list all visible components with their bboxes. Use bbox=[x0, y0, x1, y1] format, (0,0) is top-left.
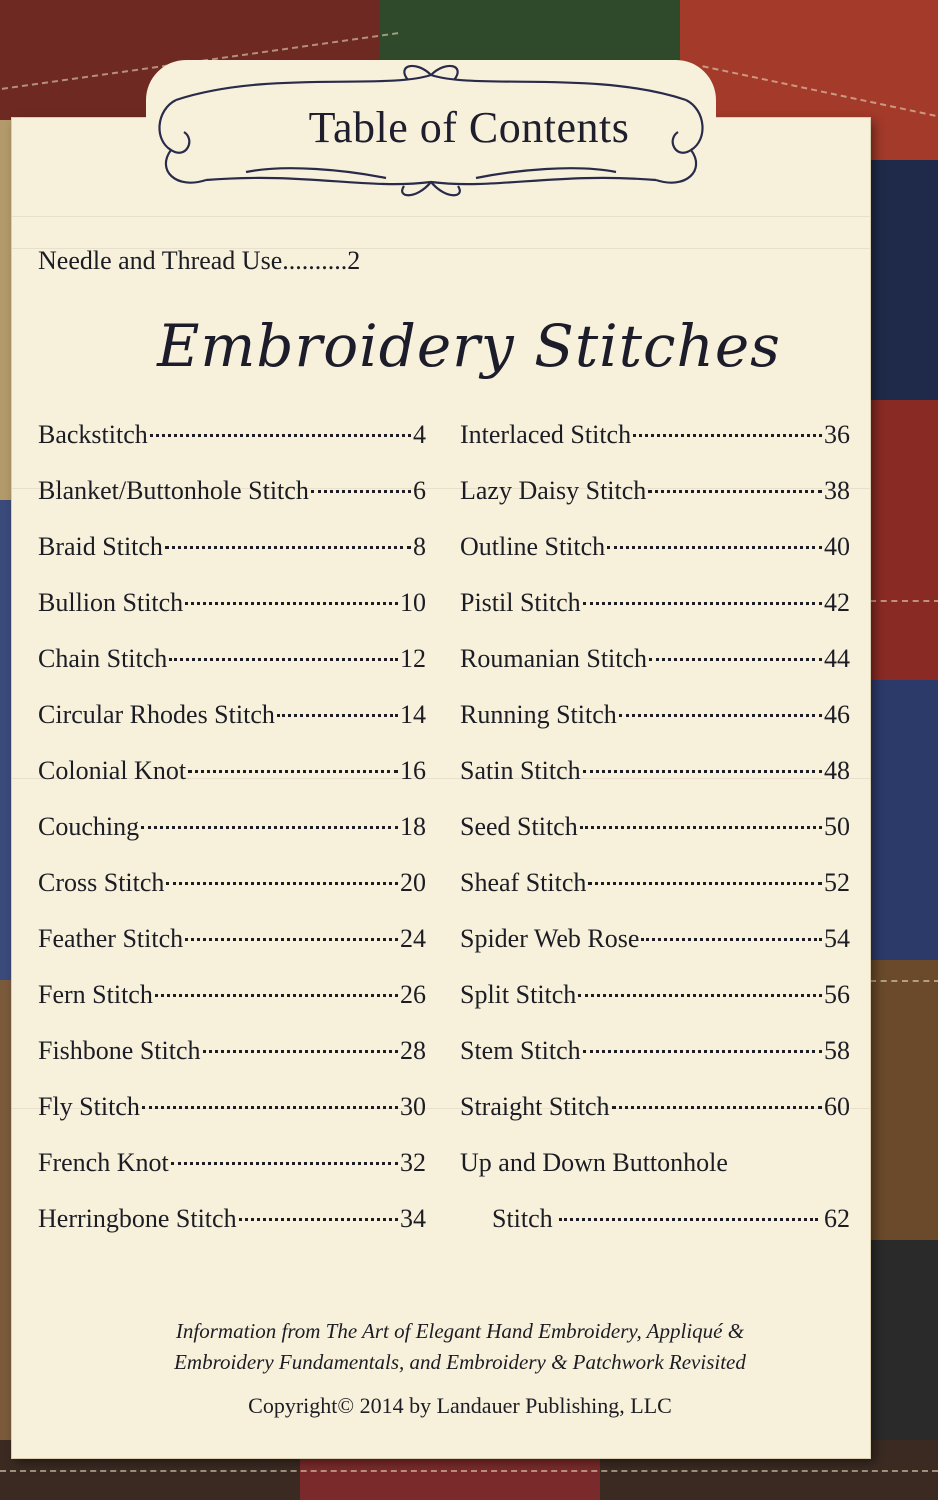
toc-entry bbox=[460, 588, 850, 618]
entry-page: 12 bbox=[400, 644, 426, 673]
entry-page: 36 bbox=[824, 420, 850, 449]
entry-page: 52 bbox=[824, 868, 850, 897]
dot-leader bbox=[583, 602, 822, 605]
entry-label: Outline Stitch bbox=[460, 532, 606, 561]
entry-page: 62 bbox=[824, 1204, 850, 1233]
entry-page: 38 bbox=[824, 476, 850, 505]
entry-label: Colonial Knot bbox=[38, 756, 187, 785]
entry-label: Fern Stitch bbox=[38, 980, 153, 1009]
toc-entry bbox=[460, 868, 850, 898]
toc-entry bbox=[38, 644, 426, 674]
toc-entry bbox=[38, 1036, 426, 1066]
entry-label: Roumanian Stitch bbox=[460, 644, 648, 673]
entry-label: Blanket/Buttonhole Stitch bbox=[38, 476, 309, 505]
entry-page: 10 bbox=[400, 588, 426, 617]
entry-page: 42 bbox=[824, 588, 850, 617]
dot-leader bbox=[578, 994, 822, 997]
entry-page: 28 bbox=[400, 1036, 426, 1065]
entry-page: 40 bbox=[824, 532, 850, 561]
toc-entry bbox=[460, 1092, 850, 1122]
entry-label: Running Stitch bbox=[460, 700, 617, 729]
toc-entry bbox=[38, 756, 426, 786]
entry-page: 4 bbox=[413, 420, 426, 449]
entry-label: Stitch bbox=[492, 1204, 553, 1233]
entry-label: Couching bbox=[38, 812, 140, 841]
toc-entry bbox=[38, 1148, 426, 1178]
dot-leader bbox=[641, 938, 822, 941]
toc-entry bbox=[38, 980, 426, 1010]
page-title: Table of Contents bbox=[308, 103, 630, 152]
entry-page: 24 bbox=[400, 924, 426, 953]
dot-leader bbox=[142, 1106, 398, 1109]
dot-leader bbox=[141, 826, 398, 829]
copyright: Copyright© 2014 by Landauer Publishing, LLC bbox=[248, 1393, 672, 1418]
entry-page: 26 bbox=[400, 980, 426, 1009]
toc-entry bbox=[38, 700, 426, 730]
entry-label: Straight Stitch bbox=[460, 1092, 610, 1121]
toc-entry bbox=[460, 700, 850, 730]
dot-leader bbox=[169, 658, 398, 661]
dot-leader bbox=[277, 714, 398, 717]
dot-leader bbox=[648, 490, 822, 493]
dot-leader bbox=[203, 1050, 398, 1053]
toc-entry bbox=[460, 756, 850, 786]
toc-entry bbox=[38, 924, 426, 954]
entry-label: Circular Rhodes Stitch bbox=[38, 700, 275, 729]
dot-leader bbox=[165, 546, 411, 549]
entry-page: 46 bbox=[824, 700, 850, 729]
entry-page: 58 bbox=[824, 1036, 850, 1065]
entry-label: Interlaced Stitch bbox=[460, 420, 632, 449]
entry-label: Seed Stitch bbox=[460, 812, 578, 841]
dot-leader bbox=[185, 938, 398, 941]
toc-entry bbox=[38, 1092, 426, 1122]
entry-label: Satin Stitch bbox=[460, 756, 581, 785]
dot-leader bbox=[619, 714, 822, 717]
entry-page: 54 bbox=[824, 924, 850, 953]
entry-label: Lazy Daisy Stitch bbox=[460, 476, 647, 505]
entry-label: Stem Stitch bbox=[460, 1036, 581, 1065]
entry-label: Fishbone Stitch bbox=[38, 1036, 201, 1065]
toc-entry bbox=[460, 924, 850, 954]
toc-entry bbox=[460, 420, 850, 450]
toc-entry bbox=[38, 868, 426, 898]
entry-label: French Knot bbox=[38, 1148, 169, 1177]
dot-leader bbox=[166, 882, 398, 885]
dot-leader bbox=[633, 434, 822, 437]
dot-leader bbox=[612, 1106, 823, 1109]
entry-page: 56 bbox=[824, 980, 850, 1009]
toc-entry bbox=[38, 812, 426, 842]
entry-page: 16 bbox=[400, 756, 426, 785]
entry-page: 48 bbox=[824, 756, 850, 785]
toc-entry bbox=[38, 420, 426, 450]
entry-page: 32 bbox=[400, 1148, 426, 1177]
entry-label: Pistil Stitch bbox=[460, 588, 581, 617]
entry-label: Split Stitch bbox=[460, 980, 577, 1009]
dot-leader bbox=[311, 490, 411, 493]
toc-entry bbox=[460, 644, 850, 674]
dot-leader bbox=[583, 1050, 822, 1053]
toc-entry bbox=[38, 476, 426, 506]
entry-label: Fly Stitch bbox=[38, 1092, 140, 1121]
toc-entry bbox=[460, 532, 850, 562]
dot-leader bbox=[588, 882, 822, 885]
source-line-1: Information from The Art of Elegant Hand Embroidery, Appliqué & bbox=[175, 1319, 745, 1343]
dot-leader bbox=[150, 434, 411, 437]
entry-label: Up and Down Buttonhole bbox=[460, 1148, 728, 1177]
dot-leader bbox=[239, 1218, 398, 1221]
toc-entry-continuation bbox=[492, 1204, 850, 1234]
entry-label: Herringbone Stitch bbox=[38, 1204, 237, 1233]
entry-page: 44 bbox=[824, 644, 850, 673]
entry-label: Bullion Stitch bbox=[38, 588, 184, 617]
entry-label: Spider Web Rose bbox=[460, 924, 640, 953]
dot-leader bbox=[188, 770, 398, 773]
entry-page: 14 bbox=[400, 700, 426, 729]
entry-label: Cross Stitch bbox=[38, 868, 165, 897]
section-heading: Embroidery Stitches bbox=[157, 312, 781, 380]
toc-entry bbox=[38, 532, 426, 562]
entry-label: Feather Stitch bbox=[38, 924, 184, 953]
entry-page: 2 bbox=[347, 246, 361, 275]
dot-leader bbox=[607, 546, 822, 549]
entry-label: Braid Stitch bbox=[38, 532, 163, 561]
dot-leader bbox=[580, 826, 822, 829]
toc-entry bbox=[460, 1036, 850, 1066]
toc-entry bbox=[460, 476, 850, 506]
dot-leader bbox=[171, 1162, 398, 1165]
entry-page: 30 bbox=[400, 1092, 426, 1121]
entry-page: 50 bbox=[824, 812, 850, 841]
dot-leader bbox=[583, 770, 822, 773]
toc-entry-needle-thread: Needle and Thread Use..........2 bbox=[38, 246, 361, 275]
source-line-2: Embroidery Fundamentals, and Embroidery & Patchwork Revisited bbox=[174, 1350, 746, 1374]
entry-page: 34 bbox=[400, 1204, 426, 1233]
entry-label: Needle and Thread Use bbox=[38, 246, 283, 275]
dot-leader bbox=[185, 602, 398, 605]
entry-label: Backstitch bbox=[38, 420, 148, 449]
entry-label: Sheaf Stitch bbox=[460, 868, 587, 897]
toc-entry bbox=[460, 1148, 850, 1178]
entry-page: 18 bbox=[400, 812, 426, 841]
dot-leader bbox=[649, 658, 822, 661]
dot-leader bbox=[559, 1218, 818, 1221]
entry-page: 60 bbox=[824, 1092, 850, 1121]
dot-leader bbox=[155, 994, 398, 997]
entry-page: 8 bbox=[413, 532, 426, 561]
toc-entry bbox=[38, 1204, 426, 1234]
entry-label: Chain Stitch bbox=[38, 644, 168, 673]
toc-entry bbox=[38, 588, 426, 618]
entry-page: 20 bbox=[400, 868, 426, 897]
toc-entry bbox=[460, 980, 850, 1010]
source-note bbox=[60, 1316, 860, 1378]
toc-entry bbox=[460, 812, 850, 842]
entry-page: 6 bbox=[413, 476, 426, 505]
